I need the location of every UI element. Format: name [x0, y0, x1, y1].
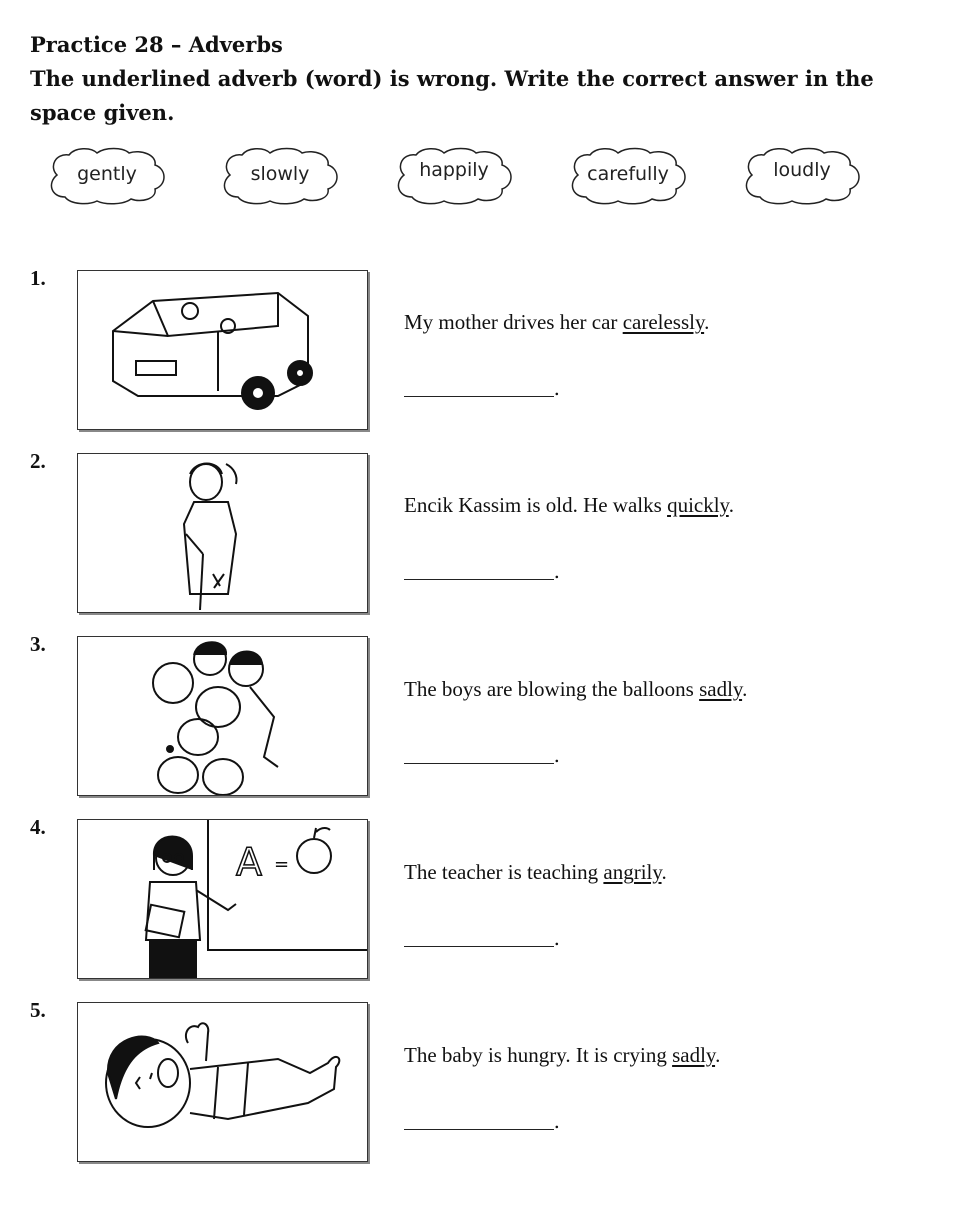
word-cloud: [392, 145, 516, 205]
word-cloud: [45, 145, 169, 205]
board-sign: =: [274, 854, 290, 875]
wrong-adverb: sadly: [672, 1043, 716, 1067]
answer-blank[interactable]: [404, 737, 554, 764]
answer-blank[interactable]: [404, 370, 554, 397]
word-cloud: [218, 145, 342, 205]
question-number: 3.: [30, 632, 46, 656]
wrong-adverb: angrily: [603, 860, 662, 884]
question-number: 2.: [30, 449, 46, 473]
word-cloud: [740, 145, 864, 205]
wrong-adverb: quickly: [667, 493, 729, 517]
question-sentence: Encik Kassim is old. He walks quickly.: [404, 493, 734, 517]
question-number: 5.: [30, 998, 46, 1022]
question-sentence: The baby is hungry. It is crying sadly.: [404, 1043, 721, 1067]
car-driver-illustration: [77, 270, 368, 430]
word-bank-item: happily: [419, 159, 489, 181]
worksheet-instruction: The underlined adverb (word) is wrong. Write the correct answer in the space given.: [30, 66, 874, 125]
worksheet-title: Practice 28 – Adverbs: [30, 32, 283, 57]
word-bank-item: gently: [77, 163, 137, 185]
question-sentence: My mother drives her car carelessly.: [404, 310, 710, 334]
word-bank-item: carefully: [587, 163, 669, 185]
question-number: 1.: [30, 266, 46, 290]
boys-with-balloons-illustration: [77, 636, 368, 796]
worksheet-header: [30, 28, 910, 130]
answer-blank[interactable]: [404, 553, 554, 580]
teacher-at-board-illustration: [77, 819, 368, 979]
old-man-with-cane-illustration: [77, 453, 368, 613]
question-sentence: The teacher is teaching angrily.: [404, 860, 667, 884]
answer-blank[interactable]: [404, 920, 554, 947]
answer-blank[interactable]: [404, 1103, 554, 1130]
wrong-adverb: sadly: [699, 677, 743, 701]
crying-baby-illustration: [77, 1002, 368, 1162]
board-letter: A: [236, 840, 262, 884]
word-bank: [40, 145, 880, 215]
word-bank-item: loudly: [773, 159, 831, 181]
question-number: 4.: [30, 815, 46, 839]
question-sentence: The boys are blowing the balloons sadly.: [404, 677, 748, 701]
wrong-adverb: carelessly: [622, 310, 705, 334]
word-bank-item: slowly: [250, 163, 310, 185]
word-cloud: [566, 145, 690, 205]
